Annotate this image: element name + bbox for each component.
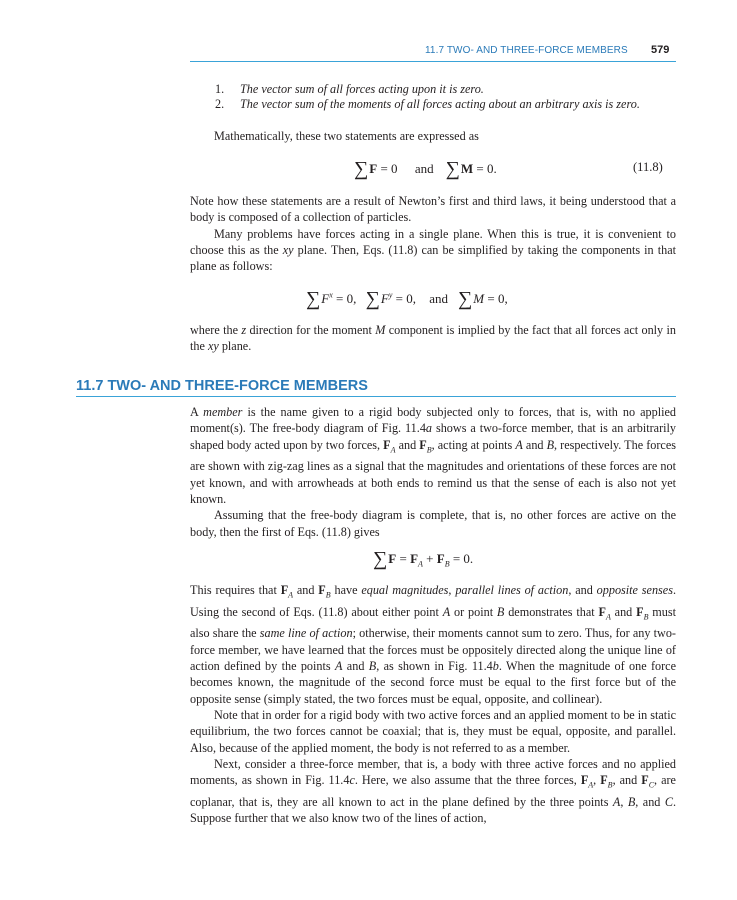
text-run: or point [450,604,497,619]
eq-term: + [422,551,437,566]
text-run: equal magnitudes [361,583,449,597]
text-run: F [383,437,391,452]
text-run: where the [190,323,242,337]
eq-term: = 0, [484,291,508,306]
text-run: B [627,794,636,809]
list-number: 2. [215,97,225,111]
text-run: direction for the moment [246,323,376,337]
text-run: F [598,604,606,619]
equation-two-force [373,546,473,569]
text-run: F [580,773,589,788]
running-header-title: 11.7 TWO- AND THREE-FORCE MEMBERS [425,45,628,56]
text-run: A [190,405,204,419]
text-run: B [643,612,649,622]
text-run: , and [635,794,665,809]
eq-superscript: y [388,290,393,300]
sigma-symbol: ∑ [458,288,473,310]
text-run: , as shown in Fig. 11.4 [376,659,493,674]
text-run: F [318,583,326,597]
eq-term: = 0. [449,551,474,566]
eq-superscript: x [329,290,333,300]
paragraph-member-block [190,404,676,540]
text-run: c [349,773,355,788]
text-run: a [425,421,433,436]
eq-subscript: B [444,559,450,569]
text-run: B [325,590,331,600]
text-run: xy [207,339,219,354]
paragraph-text: Note how these statements are a result of Newton’s first and third laws, it being understood that a body is composed of a collection of particles. [190,194,676,225]
sigma-symbol: ∑ [306,288,321,310]
equation-11-8 [354,156,497,179]
header-rule [190,61,676,62]
eq-term: F [388,551,397,566]
text-run: and [522,437,547,452]
text-run: parallel lines of action [455,583,569,597]
text-run: F [600,773,608,788]
text-run: F [419,437,427,452]
text-run: A [605,612,611,622]
eq-conjunction: and [414,161,434,176]
text-run: , acting at points [431,437,516,452]
paragraph-text: Mathematically, these two statements are expressed as [214,129,479,143]
text-run: member [203,405,243,419]
section-rule [76,396,676,397]
text-run: , [620,794,628,809]
text-run: B [546,437,555,452]
text-run: . When the magnitude of one force becomes known, the magnitude of the second force must be equal to the first force but of the opposite sense (simply stated, the two forces must be equal, opposite, and collinear). [190,659,677,706]
text-run: A [390,445,396,455]
text-run: is the name given to a rigid body subjected only to forces, that is, with no applied moment(s). The free-body diagram of Fig. 11.4 [190,405,676,436]
text-run: Many problems have forces acting in a single plane. When this is true, it is convenient to choose this as the [190,226,676,257]
text-run: A [588,780,594,790]
text-run: , are coplanar, that is, they are all known to act in the plane defined by the three points [190,773,676,809]
sigma-symbol: ∑ [445,158,460,180]
eq-term: F [436,551,445,566]
eq-term: M [460,161,474,176]
equation-planar [306,286,508,309]
text-run: A [515,437,523,452]
eq-term: = 0 [377,161,398,176]
text-run: . Suppose further that we also know two of the lines of action, [190,794,677,826]
eq-term: M [473,291,485,306]
eq-term: = 0, [392,291,416,306]
text-run: A [335,659,343,674]
eq-term: = 0, [332,291,357,306]
text-run: b [492,659,499,674]
eq-subscript: A [418,559,423,569]
paragraph-three-force [190,756,676,827]
text-run: B [368,659,377,674]
text-run: . Using the second of Eqs. (11.8) about either point [190,583,676,619]
paragraph-note-block [190,193,676,274]
paragraph-requires [190,582,676,707]
text-run: and [293,583,319,597]
text-run: and [610,604,637,619]
list-text: The vector sum of all forces acting upon it is zero. [240,82,484,96]
text-run: M [375,323,386,337]
text-run: F [641,773,649,788]
eq-term: F [380,291,389,306]
text-run: This requires that [190,583,281,597]
paragraph-planar [190,226,676,275]
text-run: B [496,604,505,619]
sigma-symbol: ∑ [373,548,388,570]
text-run: B [426,445,432,455]
eq-term: = 0. [473,161,497,176]
paragraph-assume: Assuming that the free-body diagram is complete, that is, no other forces are active on the body, then the first of Eqs. (11.8) gives [190,508,676,539]
text-run: shows a two-force member, that is an arbitrarily shaped body acted upon by two forces, [190,421,676,452]
text-run: opposite senses [596,583,673,597]
text-run: , and [612,773,642,788]
text-run: plane. [218,339,252,354]
sigma-symbol: ∑ [354,158,369,180]
paragraph-lower-block [190,582,676,826]
text-run: , and [568,583,597,597]
text-run: plane. Then, Eqs. (11.8) can be simplified by taking the components in that plane as follows: [190,242,676,274]
text-run: component is implied by the fact that all forces act only in the [190,323,676,354]
text-run: F [636,604,644,619]
paragraph-math-intro [214,128,700,144]
text-run: F [280,583,289,597]
list-number: 1. [215,82,225,96]
page-number: 579 [651,44,670,56]
eq-term: F [410,551,419,566]
text-run: C [664,794,673,809]
text-run: and [342,659,369,674]
eq-term: F [369,161,378,176]
text-run: A [288,590,294,600]
text-run: xy [282,242,294,257]
text-run: C [648,780,655,790]
text-run: must also share the [190,604,676,641]
text-run: ; otherwise, their moments cannot sum to zero. Thus, for any two-force member, we have learned that the forces must be oppositely directed along the unique line of action defined by the points [190,626,676,674]
text-run: . Here, we also assume that the three forces, [354,773,581,788]
text-run: B [607,780,613,790]
text-run: have [330,583,362,597]
text-run: demonstrates that [504,604,599,619]
paragraph-static: Note that in order for a rigid body with two active forces and an applied moment to be in static equilibrium, the two forces cannot be coaxial; that is, they must be equal, opposite, and parallel. Also, because of the applied moment, the body is not referred to as a member. [190,707,676,755]
text-run: , [448,583,456,597]
list-text: The vector sum of the moments of all forces acting about an arbitrary axis is zero. [240,97,640,111]
text-run: A [442,604,451,619]
text-run: , [593,773,597,788]
paragraph-z-direction [190,322,676,355]
text-run: A [612,794,621,809]
eq-term: F [321,291,330,306]
text-run: , respectively. The forces are shown with zig-zag lines as a signal that the magnitudes and orientations of these forces are not yet known, and with arrowheads at both ends to remind us that the sense of each is also not yet known. [190,437,676,506]
paragraph-member [190,404,676,507]
text-run: and [395,437,420,452]
equation-number: (11.8) [633,160,663,174]
text-run: z [241,323,247,337]
text-run: same line of action [259,626,353,641]
eq-conjunction: and [429,291,449,306]
section-heading: 11.7 TWO- AND THREE-FORCE MEMBERS [76,378,368,394]
eq-term: = [396,551,411,566]
text-run: Next, consider a three-force member, that is, a body with three active forces and no applied moments, as shown in Fig. 11.4 [190,756,676,788]
sigma-symbol: ∑ [365,288,380,310]
